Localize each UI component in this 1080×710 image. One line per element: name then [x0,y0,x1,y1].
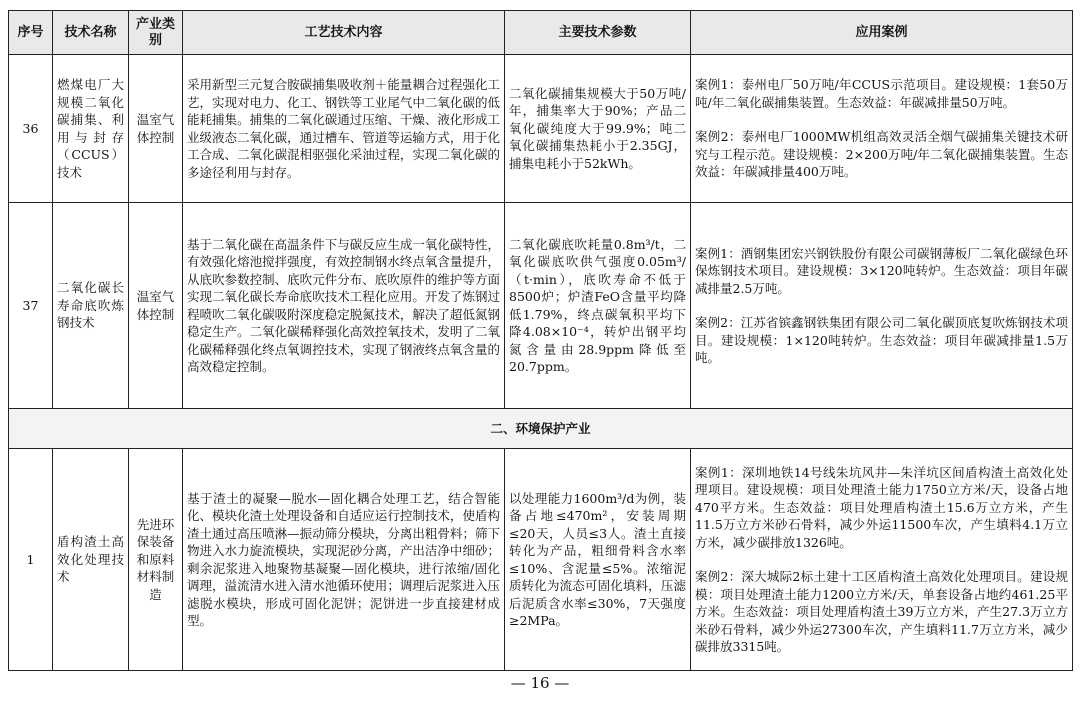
technology-catalog-table [8,10,1073,671]
application-cases [691,449,1073,671]
table-row [9,449,1073,671]
row-number: 1 [9,449,53,671]
process-content: 基于二氧化碳在高温条件下与碳反应生成一氧化碳特性，有效强化熔池搅拌强度，有效控制钢水终点氧含量提升，从底吹参数控制、底吹元件分布、底吹原件的维护等方面实现二氧化碳长寿命底吹技术工程化应用。开发了炼钢过程喷吹二氧化碳吸附深度稳定脱氮技术，解决了超低氮钢稳定生产。二氧化碳稀释强化高效控氧技术，发明了二氧化碳稀释强化终点氧调控技术，实现了钢液终点氧含量的高效稳定控制。 [183,203,505,409]
application-cases [691,55,1073,203]
case-1: 案例1：酒钢集团宏兴钢铁股份有限公司碳钢薄板厂二氧化碳绿色环保炼钢技术项目。建设规模：3×120吨转炉。生态效益：项目年碳减排量2.5万吨。 [695,245,1068,296]
header-params: 主要技术参数 [505,11,691,55]
industry-category: 温室气体控制 [129,203,183,409]
header-no: 序号 [9,11,53,55]
section-title: 二、环境保护产业 [9,409,1073,449]
case-2: 案例2：泰州电厂1000MW机组高效灵活全烟气碳捕集关键技术研究与工程示范。建设规模：2×200万吨/年二氧化碳捕集装置。生态效益：年碳减排量400万吨。 [695,129,1068,180]
technology-name: 二氧化碳长寿命底吹炼钢技术 [53,203,129,409]
technical-parameters: 以处理能力1600m³/d为例，装备占地≤470m²，安装周期≤20天，人员≤3人。渣土直接转化为产品，粗细骨料含水率≤10%、含泥量≤5%。浓缩泥质转化为流态可固化填料，压滤后泥质含水率≤30%，7天强度≥2MPa。 [505,449,691,671]
header-name: 技术名称 [53,11,129,55]
process-content: 基于渣土的凝聚—脱水—固化耦合处理工艺，结合智能化、模块化渣土处理设备和自适应运行控制技术，使盾构渣土通过高压喷淋—振动筛分模块，分离出粗骨料；筛下物进入水力旋流模块，实现泥砂分离，产出洁净中细砂；剩余泥浆进入地聚物基凝聚—固化模块，进行浓缩/固化调理，溢流清水进入清水池循环使用；调理后泥浆进入压滤脱水模块，形成可固化泥饼；泥饼进一步直接建材成型。 [183,449,505,671]
industry-category: 先进环保装备和原料材料制造 [129,449,183,671]
header-category: 产业类别 [129,11,183,55]
row-number: 37 [9,203,53,409]
row-number: 36 [9,55,53,203]
table-row [9,55,1073,203]
technology-name: 燃煤电厂大规模二氧化碳捕集、利用与封存（CCUS）技术 [53,55,129,203]
page-number: — 16 — [510,674,570,692]
header-row [9,11,1073,55]
technical-parameters: 二氧化碳捕集规模大于50万吨/年，捕集率大于90%；产品二氧化碳纯度大于99.9%；吨二氧化碳捕集热耗小于2.35GJ，捕集电耗小于52kWh。 [505,55,691,203]
industry-category: 温室气体控制 [129,55,183,203]
case-2: 案例2：深大城际2标土建十工区盾构渣土高效化处理项目。建设规模：项目处理渣土能力1200立方米/天，单套设备占地约461.25平方米。生态效益：项目处理盾构渣土39万立方米，产生27.3万立方米砂石骨料，减少外运27300车次，产生填料11.7万立方米，减少碳排放3315吨。 [695,569,1068,654]
case-2: 案例2：江苏省镔鑫钢铁集团有限公司二氧化碳顶底复吹炼钢技术项目。建设规模：1×120吨转炉。生态效益：项目年碳减排量1.5万吨。 [695,315,1068,365]
case-1: 案例1：深圳地铁14号线朱坑风井—朱洋坑区间盾构渣土高效化处理项目。建设规模：项目处理渣土能力1750立方米/天，设备占地470平方米。生态效益：项目处理盾构渣土15.6万立方米，产生11.5万立方米砂石骨料，减少外运11500车次，产生填料4.1万立方米，减少碳排放1326吨。 [695,464,1068,550]
application-cases [691,203,1073,409]
table-row [9,203,1073,409]
header-cases: 应用案例 [691,11,1073,55]
technical-parameters: 二氧化碳底吹耗量0.8m³/t，二氧化碳底吹供气强度0.05m³/（t·min），底吹寿命不低于8500炉；炉渣FeO含量平均降低1.79%，终点碳氧积平均下降4.08×10⁻⁴，转炉出钢平均氮含量由28.9ppm降低至20.7ppm。 [505,203,691,409]
process-content: 采用新型三元复合胺碳捕集吸收剂＋能量耦合过程强化工艺，实现对电力、化工、钢铁等工业尾气中二氧化碳的低能耗捕集。捕集的二氧化碳通过压缩、干燥、液化形成工业级液态二氧化碳，通过槽车、管道等运输方式，用于化工合成、二氧化碳混相驱强化采油过程，实现二氧化碳的多途径利用与封存。 [183,55,505,203]
technology-name: 盾构渣土高效化处理技术 [53,449,129,671]
header-content: 工艺技术内容 [183,11,505,55]
section-row [9,409,1073,449]
case-1: 案例1：泰州电厂50万吨/年CCUS示范项目。建设规模：1套50万吨/年二氧化碳捕集装置。生态效益：年碳减排量50万吨。 [695,77,1068,110]
